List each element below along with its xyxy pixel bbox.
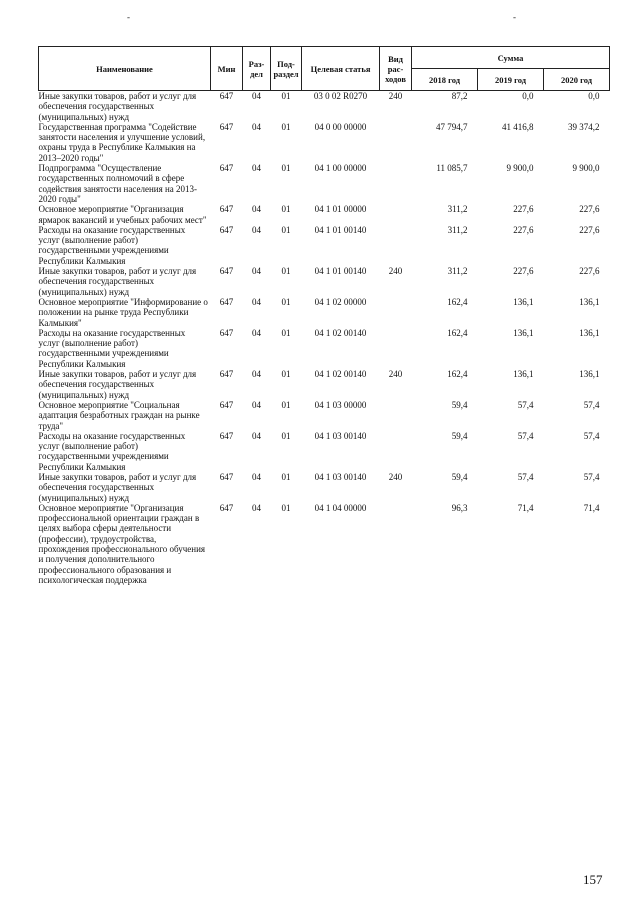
header-vid: Вид рас-ходов: [380, 47, 412, 91]
cell-statya: 04 1 01 00140: [314, 224, 367, 235]
top-mark-left: ‑: [127, 12, 130, 22]
budget-table: [38, 46, 610, 585]
cell-vid: [380, 431, 412, 472]
cell-vid: [380, 503, 412, 585]
cell-name: Расходы на оказание государственных услуг (выполнение работ) государственными учреждениями Республики Калмыкия: [38, 327, 186, 369]
cell-statya: 04 1 02 00140: [314, 369, 367, 380]
cell-razdel: 04: [252, 327, 261, 338]
cell-vid: [380, 297, 412, 328]
cell-2018: 47 794,7: [436, 121, 468, 132]
cell-vid: [380, 163, 412, 204]
table-row: [39, 163, 610, 204]
cell-2020: 71,4: [583, 502, 600, 513]
cell-razdel: 04: [252, 296, 261, 307]
cell-2019: 57,4: [517, 430, 534, 441]
cell-min: 647: [219, 224, 234, 235]
cell-razdel: 04: [252, 121, 261, 132]
cell-2020: 39 374,2: [568, 121, 600, 132]
cell-statya: 04 1 01 00000: [314, 204, 367, 215]
cell-razdel: 04: [252, 204, 261, 215]
header-podrazdel: Под-раздел: [271, 47, 302, 91]
cell-vid: [380, 400, 412, 431]
cell-name: Расходы на оказание государственных услуг (выполнение работ) государственными учреждениями Республики Калмыкия: [38, 430, 186, 472]
table-row: [39, 91, 610, 122]
cell-min: 647: [219, 163, 234, 174]
cell-razdel: 04: [252, 91, 261, 101]
table-row: [39, 225, 610, 266]
cell-2018: 162,4: [447, 296, 468, 307]
cell-name: Расходы на оказание государственных услуг (выполнение работ) государственными учреждениями Республики Калмыкия: [38, 224, 186, 266]
cell-2018: 11 085,7: [436, 163, 468, 174]
cell-statya: 03 0 02 R0270: [313, 91, 368, 101]
table-row: [39, 297, 610, 328]
cell-podrazdel: 01: [281, 224, 291, 235]
cell-min: 647: [219, 204, 234, 215]
cell-statya: 04 1 02 00140: [314, 327, 367, 338]
table-row: [39, 503, 610, 585]
cell-2018: 162,4: [447, 369, 468, 380]
cell-statya: 04 1 01 00140: [314, 266, 367, 277]
cell-name: Иные закупки товаров, работ и услуг для обеспечения государственных (муниципальных) нужд: [38, 471, 197, 503]
cell-2018: 59,4: [451, 471, 468, 482]
cell-2019: 227,6: [513, 204, 534, 215]
cell-vid: 240: [388, 369, 403, 380]
cell-razdel: 04: [252, 430, 261, 441]
cell-2018: 311,2: [447, 224, 468, 235]
cell-statya: 04 1 03 00140: [314, 471, 367, 482]
cell-min: 647: [219, 399, 234, 410]
cell-2019: 227,6: [513, 266, 534, 277]
cell-vid: 240: [388, 91, 403, 101]
cell-vid: [380, 328, 412, 369]
cell-podrazdel: 01: [281, 430, 291, 441]
cell-2020: 227,6: [579, 224, 600, 235]
cell-2020: 136,1: [579, 327, 600, 338]
cell-2020: 136,1: [579, 369, 600, 380]
cell-2019: 0,0: [522, 91, 534, 101]
cell-2019: 136,1: [513, 327, 534, 338]
cell-2018: 96,3: [451, 502, 468, 513]
header-statya: Целевая статья: [302, 47, 380, 91]
header-razdel: Раз-дел: [243, 47, 271, 91]
cell-min: 647: [219, 430, 234, 441]
cell-2019: 57,4: [517, 399, 534, 410]
cell-2019: 57,4: [517, 471, 534, 482]
cell-2019: 9 900,0: [506, 163, 534, 174]
cell-min: 647: [219, 121, 234, 132]
cell-statya: 04 1 03 00140: [314, 430, 367, 441]
cell-2020: 9 900,0: [572, 163, 600, 174]
cell-2018: 311,2: [447, 266, 468, 277]
header-summa: Сумма: [412, 47, 610, 69]
table-row: [39, 431, 610, 472]
cell-2020: 0,0: [588, 91, 600, 101]
cell-name: Иные закупки товаров, работ и услуг для обеспечения государственных (муниципальных) нужд: [38, 91, 197, 122]
top-mark-right: ‑: [513, 12, 516, 22]
cell-statya: 04 1 04 00000: [314, 502, 367, 513]
cell-min: 647: [219, 296, 234, 307]
cell-2020: 227,6: [579, 266, 600, 277]
cell-2020: 136,1: [579, 296, 600, 307]
table-row: [39, 328, 610, 369]
cell-podrazdel: 01: [281, 369, 291, 380]
cell-vid: [380, 204, 412, 225]
table-row: [39, 266, 610, 297]
header-year-2018: 2018 год: [412, 69, 478, 91]
cell-2020: 57,4: [583, 399, 600, 410]
cell-podrazdel: 01: [281, 327, 291, 338]
cell-statya: 04 1 00 00000: [314, 163, 367, 174]
cell-razdel: 04: [252, 224, 261, 235]
cell-razdel: 04: [252, 399, 261, 410]
cell-name: Государственная программа "Содействие занятости населения и улучшение условий, охраны труда в Республике Калмыкия на 2013–2020 годы": [38, 121, 206, 163]
table-row: [39, 204, 610, 225]
cell-2019: 136,1: [513, 369, 534, 380]
cell-statya: 04 0 00 00000: [314, 121, 367, 132]
cell-vid: [380, 122, 412, 163]
cell-podrazdel: 01: [281, 296, 291, 307]
cell-name: Подпрограмма "Осуществление государственных полномочий в сфере содействия занятости населения на 2013-2020 годы": [38, 163, 198, 204]
cell-min: 647: [219, 266, 234, 277]
header-year-2020: 2020 год: [544, 69, 610, 91]
header-min: Мин: [211, 47, 243, 91]
table-header: [39, 47, 610, 91]
cell-razdel: 04: [252, 471, 261, 482]
cell-vid: 240: [388, 471, 403, 482]
cell-razdel: 04: [252, 163, 261, 174]
cell-2019: 71,4: [517, 502, 534, 513]
cell-min: 647: [219, 471, 234, 482]
cell-2018: 162,4: [447, 327, 468, 338]
cell-min: 647: [219, 502, 234, 513]
cell-razdel: 04: [252, 502, 261, 513]
cell-2019: 227,6: [513, 224, 534, 235]
cell-podrazdel: 01: [281, 471, 291, 482]
table-body: [39, 91, 610, 586]
cell-name: Иные закупки товаров, работ и услуг для обеспечения государственных (муниципальных) нужд: [38, 266, 197, 297]
cell-podrazdel: 01: [281, 121, 291, 132]
cell-name: Основное мероприятие "Организация профессиональной ориентации граждан в целях выбора сферы деятельности (профессии), трудоустройства, прохождения профессионального обучения и получения дополнительного профессионального образования и психологическая поддержка: [38, 502, 206, 585]
cell-vid: 240: [388, 266, 403, 277]
cell-statya: 04 1 02 00000: [314, 296, 367, 307]
cell-min: 647: [219, 327, 234, 338]
cell-razdel: 04: [252, 266, 261, 277]
cell-podrazdel: 01: [281, 266, 291, 277]
cell-vid: [380, 225, 412, 266]
cell-2020: 57,4: [583, 430, 600, 441]
cell-2018: 311,2: [447, 204, 468, 215]
table-row: [39, 472, 610, 503]
cell-name: Основное мероприятие "Информирование о положении на рынке труда Республики Калмыкия": [38, 296, 208, 328]
cell-min: 647: [219, 369, 234, 380]
cell-2019: 136,1: [513, 296, 534, 307]
cell-statya: 04 1 03 00000: [314, 399, 367, 410]
cell-podrazdel: 01: [281, 91, 291, 101]
cell-razdel: 04: [252, 369, 261, 380]
table-row: [39, 369, 610, 400]
cell-2020: 227,6: [579, 204, 600, 215]
cell-2019: 41 416,8: [502, 121, 534, 132]
cell-podrazdel: 01: [281, 399, 291, 410]
cell-2018: 87,2: [451, 91, 468, 101]
cell-2018: 59,4: [451, 399, 468, 410]
cell-min: 647: [219, 91, 234, 101]
table-row: [39, 122, 610, 163]
cell-name: Иные закупки товаров, работ и услуг для обеспечения государственных (муниципальных) нужд: [38, 369, 197, 400]
page-number: 157: [583, 872, 603, 887]
cell-name: Основное мероприятие "Организация ярмарок вакансий и учебных рабочих мест": [38, 204, 207, 225]
cell-podrazdel: 01: [281, 502, 291, 513]
table-row: [39, 400, 610, 431]
header-year-2019: 2019 год: [478, 69, 544, 91]
cell-podrazdel: 01: [281, 204, 291, 215]
cell-podrazdel: 01: [281, 163, 291, 174]
cell-name: Основное мероприятие "Социальная адаптация безработных граждан на рынке труда": [38, 399, 200, 431]
cell-2020: 57,4: [583, 471, 600, 482]
cell-2018: 59,4: [451, 430, 468, 441]
header-name: Наименование: [39, 47, 211, 91]
